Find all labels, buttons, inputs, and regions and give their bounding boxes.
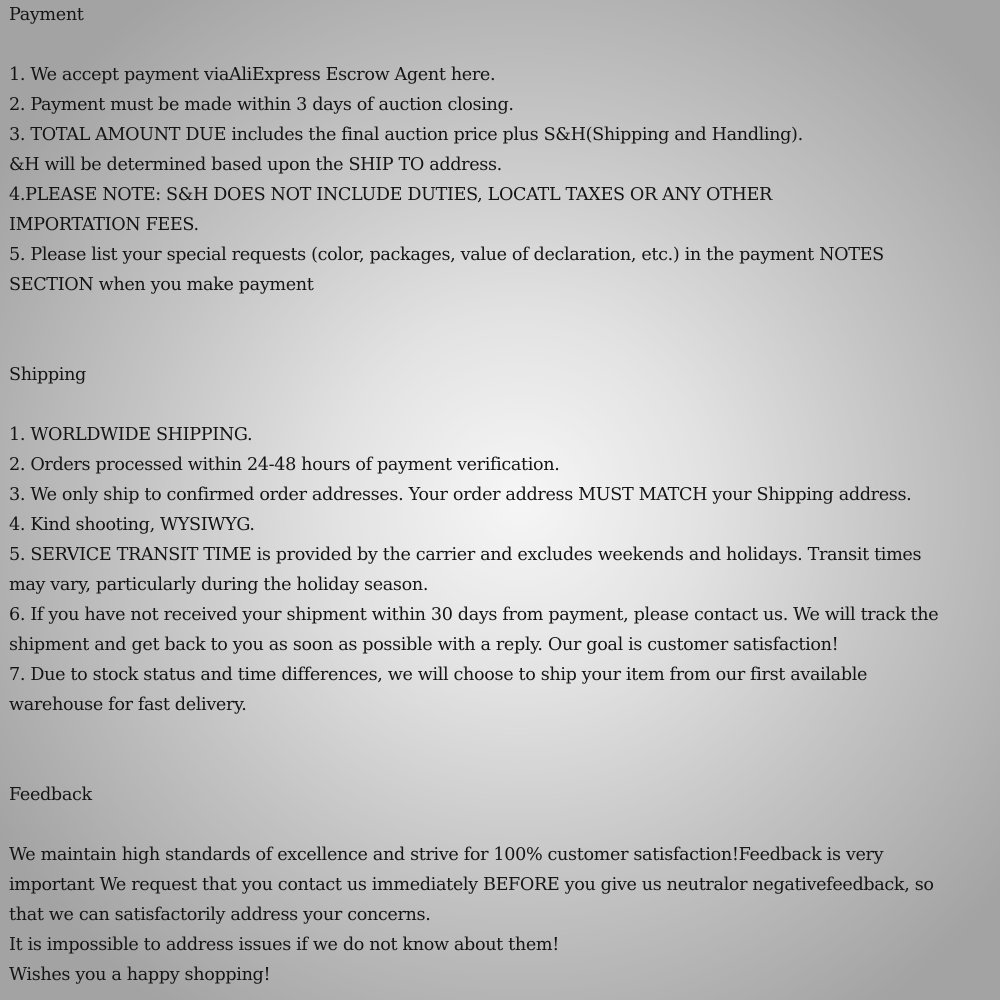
spacer [9, 330, 994, 360]
payment-line: 4.PLEASE NOTE: S&H DOES NOT INCLUDE DUTIES, LOCATL TAXES OR ANY OTHER [9, 185, 772, 205]
feedback-line: Wishes you a happy shopping! [9, 965, 271, 985]
payment-section [9, 0, 994, 300]
feedback-line: important We request that you contact us immediately BEFORE you give us neutralor negativefeedback, so [9, 875, 934, 895]
shipping-line: warehouse for fast delivery. [9, 695, 247, 715]
payment-line: 1. We accept payment viaAliExpress Escrow Agent here. [9, 65, 496, 85]
spacer [9, 390, 994, 420]
payment-line: &H will be determined based upon the SHIP TO address. [9, 155, 502, 175]
feedback-section [9, 780, 994, 990]
shipping-line: 2. Orders processed within 24-48 hours of payment verification. [9, 455, 560, 475]
shipping-line: 4. Kind shooting, WYSIWYG. [9, 515, 255, 535]
shipping-line: 7. Due to stock status and time differences, we will choose to ship your item from our first available [9, 665, 868, 685]
shipping-line: 3. We only ship to confirmed order addresses. Your order address MUST MATCH your Shipping address. [9, 485, 912, 505]
feedback-line: that we can satisfactorily address your concerns. [9, 905, 431, 925]
feedback-line: It is impossible to address issues if we do not know about them! [9, 935, 559, 955]
payment-line: IMPORTATION FEES. [9, 215, 199, 235]
shipping-section [9, 360, 994, 720]
spacer [9, 720, 994, 750]
payment-line: SECTION when you make payment [9, 275, 314, 295]
shipping-line: 6. If you have not received your shipment within 30 days from payment, please contact us. We will track the [9, 605, 939, 625]
feedback-line: We maintain high standards of excellence and strive for 100% customer satisfaction!Feedback is very [9, 845, 884, 865]
shipping-heading: Shipping [9, 365, 86, 385]
spacer [9, 300, 994, 330]
payment-line: 2. Payment must be made within 3 days of auction closing. [9, 95, 514, 115]
spacer [9, 30, 994, 60]
feedback-heading: Feedback [9, 785, 92, 805]
spacer [9, 810, 994, 840]
payment-line: 5. Please list your special requests (color, packages, value of declaration, etc.) in the payment NOTES [9, 245, 884, 265]
shipping-line: 1. WORLDWIDE SHIPPING. [9, 425, 253, 445]
shipping-line: shipment and get back to you as soon as possible with a reply. Our goal is customer satisfaction! [9, 635, 839, 655]
shipping-line: 5. SERVICE TRANSIT TIME is provided by the carrier and excludes weekends and holidays. Transit times [9, 545, 922, 565]
payment-line: 3. TOTAL AMOUNT DUE includes the final auction price plus S&H(Shipping and Handling). [9, 125, 803, 145]
spacer [9, 750, 994, 780]
policy-document [9, 0, 994, 990]
payment-heading: Payment [9, 5, 84, 25]
shipping-line: may vary, particularly during the holiday season. [9, 575, 429, 595]
